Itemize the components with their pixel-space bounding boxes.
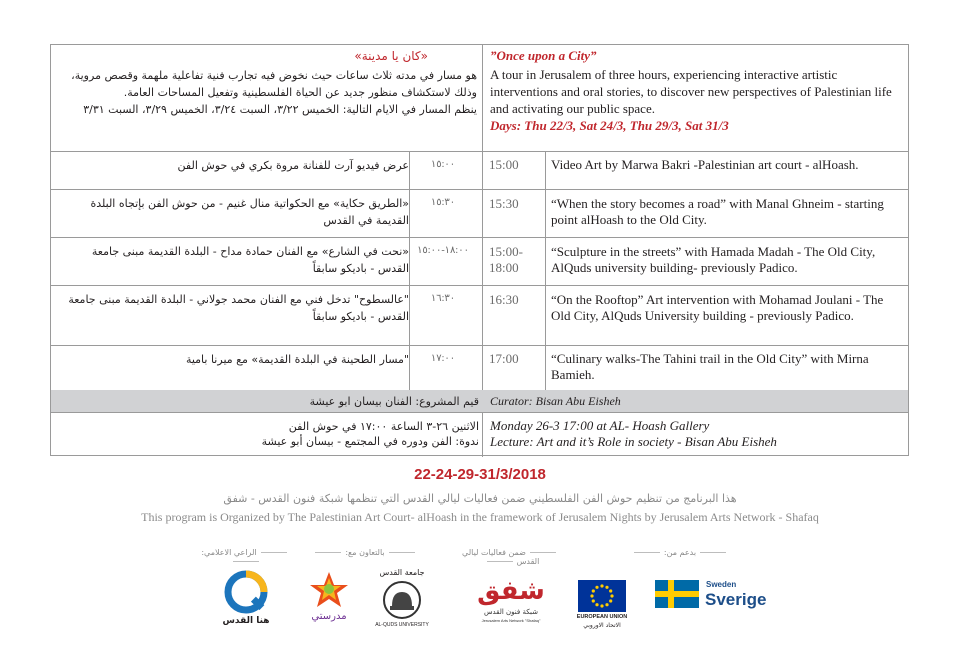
schedule-en-time: 15:00	[489, 157, 519, 172]
shafaq-logo-sub: شبكة فنون القدس	[483, 608, 539, 616]
ar-lecture-line: الاثنين ٢٦-٣ الساعة ١٧:٠٠ في حوش الفن	[288, 420, 479, 433]
en-header-body	[490, 66, 906, 134]
alquds-uni-en-text: AL-QUDS UNIVERSITY	[375, 622, 429, 628]
madrasati-logo	[306, 570, 352, 632]
media-sponsor-group	[196, 548, 296, 566]
schedule-en-event: “On the Rooftop” Art intervention with Mohamad Joulani - The Old City, AlQuds University building - previously Padico.	[551, 292, 884, 323]
shafaq-logo	[476, 576, 546, 632]
within-label: ضمن فعاليات ليالي القدس	[456, 548, 566, 566]
ar-lecture	[59, 419, 479, 449]
schedule-ar-event: «الطريق حكاية» مع الحكواتية منال غنيم - من حوش الفن بإتجاه البلدة القديمة في القدس	[90, 197, 409, 227]
schedule-ar-time: ١٥:٠٠	[430, 159, 456, 170]
en-header-title: ”Once upon a City”	[490, 48, 597, 63]
huna-logo-text: هنا القدس	[222, 616, 270, 626]
ar-header-body	[57, 67, 477, 118]
sweden-logo	[655, 580, 770, 616]
row-divider	[51, 151, 908, 152]
support-label: بدعم من:	[610, 548, 750, 557]
cooperation-group	[290, 548, 440, 557]
sweden-flag-icon	[655, 580, 699, 608]
schedule-en-event: “Culinary walks-The Tahini trail in the Old City” with Mirna Bamieh.	[551, 351, 869, 382]
ar-header-title: «كان يا مدينة»	[354, 49, 428, 63]
ar-time-divider	[409, 151, 410, 390]
ar-header-line: وذلك لاستكشاف منظور جديد عن الحياة الفلسطينية وتفعيل المساحات العامة.	[123, 86, 477, 99]
schedule-ar-time: ١٨:٠٠-١٥:٠٠	[417, 245, 469, 256]
en-header-description: A tour in Jerusalem of three hours, experiencing interactive artistic interventions and oral stories, to discover new perspectives of Palestinian life and activating our public space.	[490, 67, 892, 116]
shafaq-logo-sub-en: Jerusalem Arts Network "Shafaq"	[481, 618, 541, 623]
program-table	[50, 44, 909, 456]
row-divider	[51, 412, 908, 413]
cooperation-label: بالتعاون مع:	[290, 548, 440, 557]
media-sponsor-label: الراعي الاعلامي:	[196, 548, 296, 566]
row-divider	[51, 237, 908, 238]
en-footer-text: This program is Organized by The Palestinian Art Court- alHoash in the framework of Jerusalem Nights by Jerusalem Arts Network - Shafaq	[141, 510, 819, 524]
alquds-dome-icon	[378, 580, 426, 620]
en-lecture-line: Lecture: Art and it’s Role in society - Bisan Abu Eisheh	[490, 434, 777, 449]
schedule-ar-event: "عالسطوح" تدخل فني مع الفنان محمد جولاني - البلدة القديمة مبنى جامعة القدس - باديكو سابقاً	[68, 293, 409, 323]
event-dates: 22-24-29-31/3/2018	[414, 466, 546, 483]
eu-logo-text: EUROPEAN UNION	[576, 614, 628, 620]
schedule-ar-event: «نحت في الشارع» مع الفنان حمادة مداح - البلدة القديمة مبنى جامعة القدس - باديكو سابقاً	[91, 245, 409, 275]
eu-flag-icon	[578, 580, 626, 612]
row-divider	[51, 345, 908, 346]
huna-logo-icon	[222, 570, 270, 614]
ar-header-line: ينظم المسار في الايام التالية: الخميس ٣/٢٢، السبت ٣/٢٤، الخميس ٣/٢٩، السبت ٣/٣١	[83, 103, 477, 116]
schedule-ar-time: ١٥:٣٠	[430, 197, 456, 208]
row-divider	[51, 285, 908, 286]
eu-logo	[578, 580, 626, 632]
ar-curator: قيم المشروع: الفنان بيسان ابو عيشة	[309, 395, 479, 408]
schedule-en-event: “When the story becomes a road” with Manal Ghneim - starting point alHoash to the Old City.	[551, 196, 884, 227]
schedule-ar-time: ١٦:٣٠	[430, 293, 456, 304]
en-lecture	[490, 418, 777, 450]
madrasati-logo-text: مدرستي	[311, 611, 347, 622]
huna-alquds-logo	[222, 570, 270, 632]
shafaq-logo-text: شفق	[477, 576, 545, 606]
schedule-ar-event: "مسار الطحينة في البلدة القديمة» مع ميرنا بامية	[185, 353, 409, 366]
eu-logo-ar: الاتحاد الاوروبي	[583, 622, 621, 629]
schedule-en-event: Video Art by Marwa Bakri -Palestinian art court - alHoash.	[551, 157, 859, 172]
ar-footer-text: هذا البرنامج من تنظيم حوش الفن الفلسطيني ضمن فعاليات ليالي القدس التي تنظمها شبكة فنون القدس - شفق	[223, 492, 737, 505]
schedule-ar-event: عرض فيديو آرت للفنانة مروة بكري في حوش الفن	[177, 159, 409, 172]
alquds-uni-ar-text: جامعة القدس	[379, 568, 425, 577]
row-divider	[51, 189, 908, 190]
schedule-ar-time: ١٧:٠٠	[430, 353, 456, 364]
schedule-en-time: 15:00- 18:00	[489, 244, 523, 275]
schedule-en-time: 17:00	[489, 351, 519, 366]
schedule-en-time: 16:30	[489, 292, 519, 307]
sweden-logo-big: Sverige	[705, 590, 767, 609]
ar-header-line: هو مسار في مدته ثلاث ساعات حيث نخوض فيه تجارب فنية تفاعلية ملهمة وقصص مروية،	[71, 69, 477, 82]
en-time-divider	[545, 151, 546, 390]
schedule-en-event: “Sculpture in the streets” with Hamada Madah - The Old City, AlQuds university building- previously Padico.	[551, 244, 876, 275]
schedule-en-time: 15:30	[489, 196, 519, 211]
within-group	[456, 548, 566, 566]
support-group	[610, 548, 750, 557]
en-lecture-line: Monday 26-3 17:00 at AL- Hoash Gallery	[490, 418, 710, 433]
madrasati-star-icon	[306, 570, 352, 610]
en-curator: Curator: Bisan Abu Eisheh	[490, 394, 621, 408]
sweden-logo-small: Sweden	[706, 580, 737, 589]
alquds-university-logo	[375, 568, 429, 632]
ar-lecture-line: ندوة: الفن ودوره في المجتمع - بيسان أبو عيشة	[261, 435, 479, 448]
en-header-days: Days: Thu 22/3, Sat 24/3, Thu 29/3, Sat 31/3	[490, 118, 729, 133]
